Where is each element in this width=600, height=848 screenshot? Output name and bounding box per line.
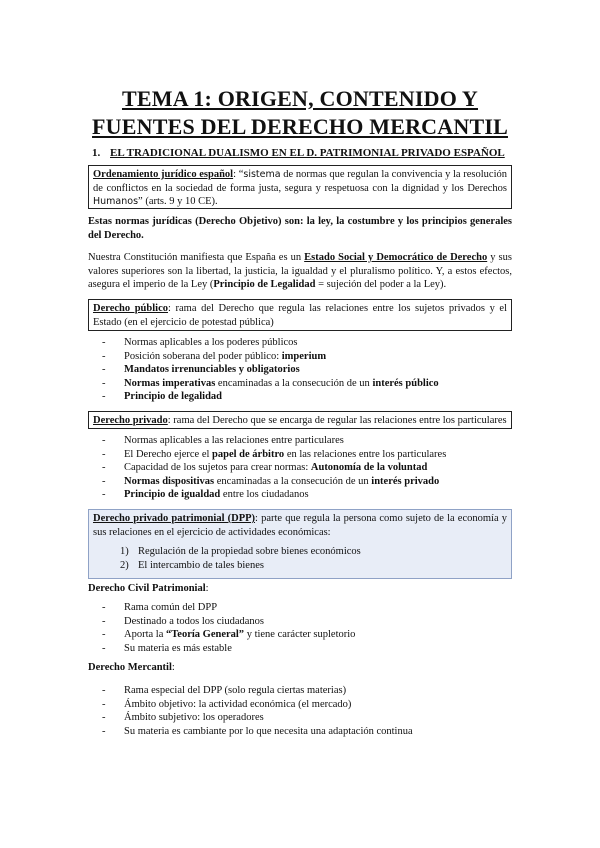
item-text: El intercambio de tales bienes (138, 560, 264, 571)
item-bold: Mandatos irrenunciables y obligatorios (124, 364, 300, 376)
list-item (102, 711, 413, 725)
item-text: entre los ciudadanos (220, 489, 309, 501)
list-item (102, 377, 439, 391)
list-item (102, 475, 446, 489)
list-item (102, 448, 446, 462)
list-item (102, 350, 439, 364)
section-heading (92, 147, 505, 159)
list-item (102, 363, 439, 377)
item-text: Destinado a todos los ciudadanos (124, 615, 264, 627)
item-bold-2: interés privado (371, 475, 440, 487)
dash-bullet: - (102, 337, 106, 348)
dash-bullet: - (102, 615, 106, 627)
item-text: Rama especial del DPP (solo regula ciertas materias) (124, 685, 347, 696)
mercantil-colon: : (171, 662, 175, 673)
derecho-publico-text: : rama del Derecho que regula las relaciones entre los sujetos privados y el Estado (en el ejercicio de potestad pública) (93, 303, 507, 328)
principio-legalidad-term: Principio de Legalidad (213, 279, 316, 290)
list-item (102, 488, 446, 502)
dash-bullet: - (102, 725, 106, 737)
derecho-privado-box (88, 411, 512, 429)
item-bold: imperium (281, 350, 327, 362)
dash-bullet: - (102, 629, 106, 641)
dash-bullet: - (102, 377, 106, 389)
list-item (102, 725, 413, 739)
item-text: Su materia es más estable (124, 642, 232, 654)
dash-bullet: - (102, 489, 106, 501)
civil-list (102, 601, 355, 655)
ordenamiento-colon: : (233, 169, 239, 180)
dash-bullet: - (102, 685, 106, 696)
item-text: encaminadas a la consecución de un (214, 475, 372, 487)
list-item (102, 628, 355, 642)
list-item (102, 615, 355, 629)
dash-bullet: - (102, 602, 106, 613)
item-number: 1) (120, 546, 129, 557)
item-text: encaminadas a la consecución de un (215, 377, 373, 389)
sistema-word: sistema (243, 169, 281, 180)
derecho-publico-box (88, 299, 512, 331)
mercantil-list (102, 684, 413, 738)
list-item (102, 390, 439, 404)
ordenamiento-box (88, 165, 512, 209)
mercantil-label-text: Derecho Mercantil (88, 662, 172, 673)
item-number: 2) (120, 560, 129, 571)
ordenamiento-ref: (arts. 9 y 10 CE). (142, 196, 218, 207)
dpp-text: : parte que regula la persona como sujeto de la economía y sus relaciones en el ejercicio de actividades económicas: (93, 513, 507, 538)
normas-juridicas-paragraph: Estas normas jurídicas (Derecho Objetivo) son: la ley, la costumbre y los principios generales del Derecho. (88, 216, 512, 241)
mercantil-label (88, 662, 175, 673)
item-bold: Autonomía de la voluntad (310, 462, 428, 474)
item-bold-2: interés público (372, 377, 439, 389)
dash-bullet: - (102, 435, 106, 446)
quote-close: ” (138, 196, 143, 207)
item-bold: Principio de legalidad (124, 391, 223, 403)
page-title-line2: FUENTES DEL DERECHO MERCANTIL (92, 114, 508, 139)
item-text: Posición soberana del poder público: (124, 350, 282, 362)
estado-social-term: Estado Social y Democrático de Derecho (304, 252, 488, 263)
civil-colon: : (205, 583, 209, 594)
item-bold: Principio de igualdad (124, 489, 221, 501)
dash-bullet: - (102, 462, 106, 474)
item-text: Normas aplicables a los poderes públicos (124, 337, 298, 348)
constitucion-text-2: y sus valores superiores son la libertad, la justicia, la igualdad y el pluralismo político. Y, a estos efectos, asegura el imperio de la Ley ( (88, 252, 512, 290)
list-item (102, 642, 355, 656)
humanos-word: Humanos (93, 196, 139, 207)
derecho-privado-list (102, 434, 446, 502)
list-item (102, 461, 446, 475)
derecho-privado-term: Derecho privado (93, 415, 168, 426)
dash-bullet: - (102, 642, 106, 654)
constitucion-paragraph (88, 251, 512, 292)
item-text: y tiene carácter supletorio (244, 629, 356, 641)
item-text: Aporta la (124, 629, 166, 641)
dash-bullet: - (102, 712, 106, 724)
item-bold: “Teoría General” (166, 629, 245, 641)
dash-bullet: - (102, 364, 106, 376)
item-text: Rama común del DPP (124, 602, 218, 613)
item-text: Ámbito subjetivo: los operadores (124, 712, 264, 724)
list-item (102, 336, 439, 350)
list-item (102, 684, 413, 698)
list-item (102, 601, 355, 615)
section-title: EL TRADICIONAL DUALISMO EN EL D. PATRIMONIAL PRIVADO ESPAÑOL (110, 147, 505, 159)
dash-bullet: - (102, 475, 106, 487)
ordenamiento-text: de normas que regulan la convivencia y la resolución de conflictos en la sociedad de forma justa, segura y respetuosa con la dignidad y los Derechos (93, 169, 507, 194)
list-item (102, 698, 413, 712)
section-number: 1. (92, 147, 101, 159)
item-bold: Normas dispositivas (124, 475, 215, 487)
item-bold: Normas imperativas (124, 377, 216, 389)
dpp-term: Derecho privado patrimonial (DPP) (93, 513, 256, 524)
item-text: El Derecho ejerce el (124, 448, 213, 460)
dpp-list (120, 545, 361, 573)
dash-bullet: - (102, 350, 106, 362)
civil-label-text: Derecho Civil Patrimonial (88, 583, 206, 594)
page-title-line1: TEMA 1: ORIGEN, CONTENIDO Y (121, 86, 478, 111)
item-text: Normas aplicables a las relaciones entre particulares (124, 435, 344, 446)
constitucion-text-3: = sujeción del poder a la Ley). (315, 279, 447, 290)
dash-bullet: - (102, 391, 106, 403)
civil-label (88, 583, 209, 594)
list-item (120, 559, 361, 573)
dash-bullet: - (102, 448, 106, 460)
dash-bullet: - (102, 698, 106, 710)
derecho-privado-text: : rama del Derecho que se encarga de regular las relaciones entre los particulares (167, 415, 507, 426)
quote-open: “ (238, 169, 244, 180)
constitucion-text-1: Nuestra Constitución manifiesta que España es un (88, 252, 305, 263)
item-text: Ámbito objetivo: la actividad económica (el mercado) (124, 698, 352, 710)
list-item (120, 545, 361, 559)
item-text: Regulación de la propiedad sobre bienes económicos (138, 546, 361, 557)
derecho-publico-list (102, 336, 439, 404)
item-text: Su materia es cambiante por lo que necesita una adaptación continua (124, 725, 413, 737)
item-bold: papel de árbitro (212, 448, 285, 460)
item-text: Capacidad de los sujetos para crear normas: (124, 462, 311, 474)
list-item (102, 434, 446, 448)
ordenamiento-term: Ordenamiento jurídico español (93, 169, 234, 180)
derecho-publico-term: Derecho público (93, 303, 168, 314)
item-text: en las relaciones entre los particulares (284, 448, 447, 460)
